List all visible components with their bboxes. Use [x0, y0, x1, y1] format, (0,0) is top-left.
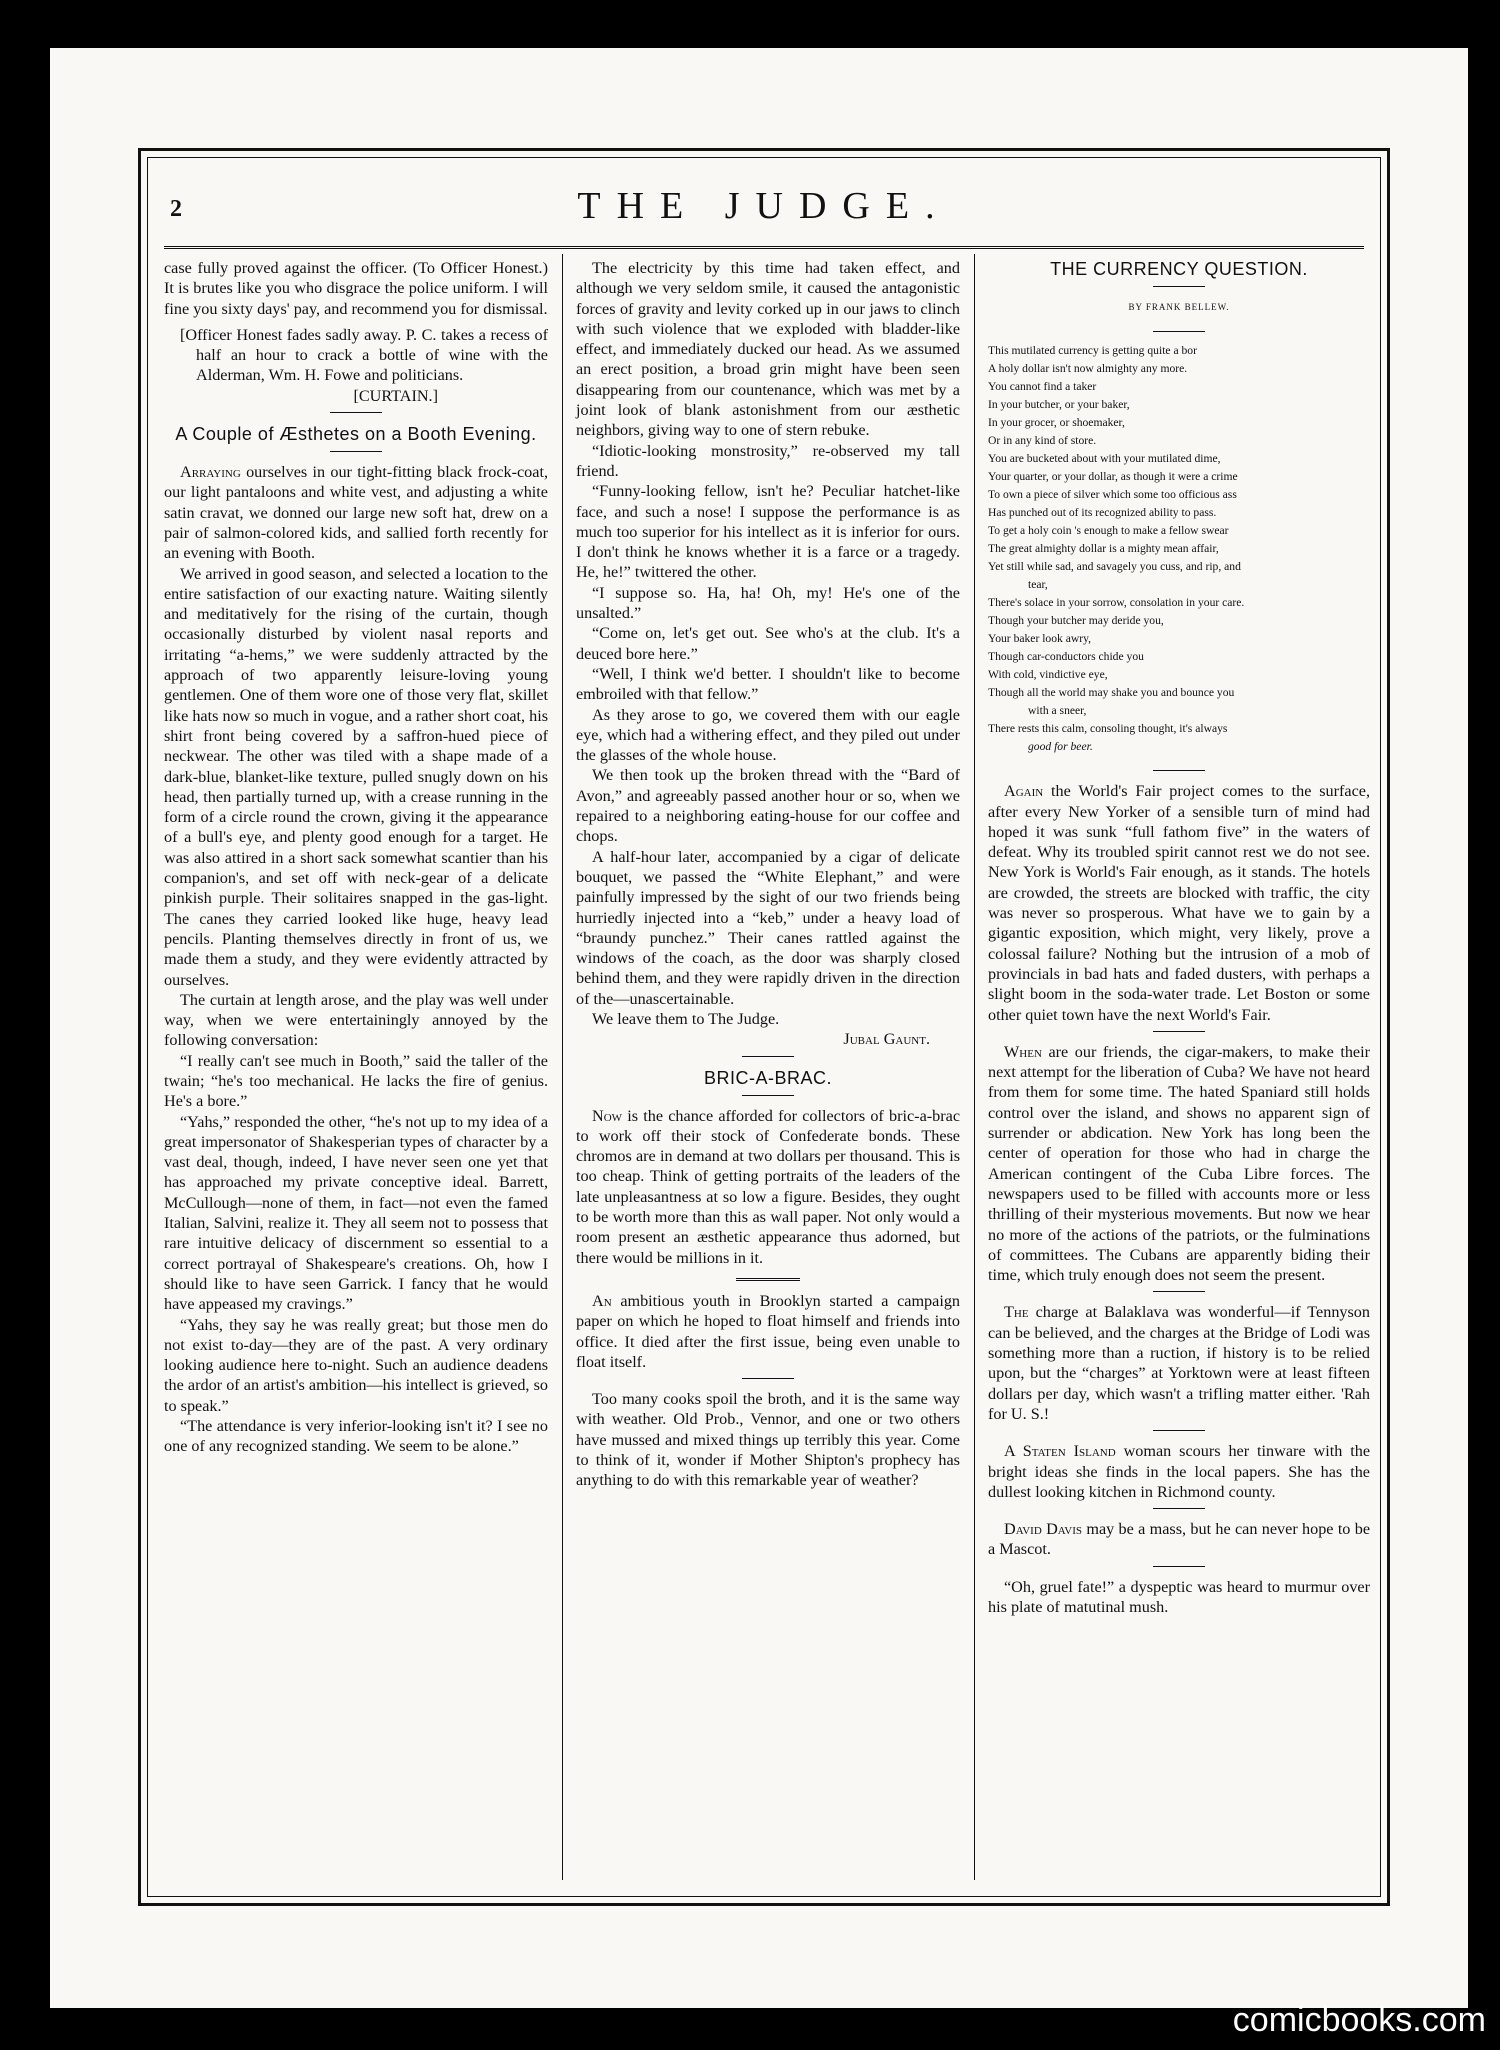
paragraph: We arrived in good season, and selected a location to the entire satisfaction of our exacting nature. Waiting silently and meditatively for the rising of the curtain, though occasionally disturbed by violent nasal reports and irritating “a-hems,” we were suddenly attracted by the approach of two apparently leisure-loving young gentlemen. One of them wore one of those very flat, skillet like hats now so much in vogue, and a rather short coat, his shirt front being covered by a saffron-hued piece of neckwear. The other was tiled with a shape made of a dark-blue, blanket-like texture, pulled snugly down on his head, then partially turned up, with a crease running in the form of a circle round the crown, giving it the appearance of a bull's eye, and plenty good enough for a target. He was also attired in a short sack somewhat scantier than his companion's, and set off with neck-gear of a delicate pinkish purple. Their solitaires snapped in the gas-light. The canes they carried looked like huge, heavy lead pencils. Planting themselves directly in front of us, we made them a study, and they were evidently attracted by ourselves. — [164, 564, 548, 989]
poem-line: The great almighty dollar is a mighty mean affair, — [988, 542, 1219, 556]
paragraph: case fully proved against the officer. (To Officer Honest.) It is brutes like you who disgrace the police uniform. I will fine you sixty days' pay, and recommend you for dismissal. — [164, 259, 548, 318]
poem — [988, 342, 1370, 756]
poem-line: In your grocer, or shoemaker, — [988, 416, 1125, 430]
paragraph: As they arose to go, we covered them with our eagle eye, which had a withering effect, and they piled out under the glasses of the whole house. — [576, 705, 960, 765]
title-rule — [1153, 286, 1205, 287]
poem-line: To get a holy coin 's enough to make a fellow swear — [988, 524, 1229, 538]
masthead: THE JUDGE. — [577, 185, 951, 227]
paragraph-text: charge at Balaklava was wonderful—if Tennyson can be believed, and the charges at the Bridge of Lodi was something more than a ruction, if history is to be relied upon, but the “charges” at Yorktown were at least fifteen dollars per day, which wasn't a trifling matter either. 'Rah for U. S.! — [988, 1303, 1370, 1423]
paragraph: “Well, I think we'd better. I shouldn't like to become embroiled with that fellow.” — [576, 664, 960, 704]
title-rule — [742, 1095, 794, 1096]
column-rule-2 — [974, 254, 975, 1880]
lead-word: A Staten Island — [1004, 1442, 1116, 1461]
poem-line: Or in any kind of store. — [988, 434, 1097, 448]
paragraph-text: may be a mass, but he can never hope to be a Mascot. — [988, 1520, 1371, 1559]
curtain-note: [CURTAIN.] — [353, 386, 438, 405]
divider-rule — [742, 1378, 794, 1379]
poem-line: Has punched out of its recognized ability to pass. — [988, 506, 1217, 520]
paragraph: “Yahs,” responded the other, “he's not up to my idea of a great impersonator of Shakesperian types of character by a vast deal, though, indeed, I have never seen one yet that has approached my private conceptive ideal. Barrett, McCullough—none of them, in fact—not even the famed Italian, Salvini, realize it. They all seem not to possess that rare intuitive delicacy of discernment so essential to a correct portrayal of Shakespeare's creations. Oh, how I should like to have seen Garrick. I fancy that he would have appeased my cravings.” — [164, 1112, 548, 1314]
paragraph-text: the World's Fair project comes to the surface, after every New Yorker of a sensible turn of mind had hoped it was sunk “full fathom five” in the waters of defeat. Why its troubled spirit cannot rest we do not see. New York is World's Fair enough, as it stands. The hotels are crowded, the streets are blocked with traffic, the city was never so prosperous. What have we to gain by a gigantic exposition, which might, very likely, prove a colossal failure? Nothing but the intrusion of a mob of provincials in bad hats and faded dusters, with perhaps a slight boom in the soda-water trade. Let Boston or some other quiet town have the next World's Fair. — [988, 782, 1371, 1024]
article-title: A Couple of Æsthetes on a Booth Evening. — [175, 424, 537, 445]
paragraph: We then took up the broken thread with the “Bard of Avon,” and agreeably passed another hour or so, when we repaired to a neighboring eating-house for our coffee and chops. — [576, 766, 960, 846]
paragraph: The curtain at length arose, and the play was well under way, when we were entertainingly annoyed by the following conversation: — [164, 990, 548, 1050]
poem-line: Your baker look awry, — [988, 632, 1092, 646]
paragraph: “Idiotic-looking monstrosity,” re-observed my tall friend. — [576, 441, 960, 480]
poem-line: Your quarter, or your dollar, as though it were a crime — [988, 470, 1238, 484]
paragraph: We leave them to The Judge. — [592, 1009, 780, 1028]
column-3 — [988, 258, 1370, 1617]
page-header — [164, 178, 1364, 234]
divider-rule — [330, 412, 382, 413]
header-rule — [164, 246, 1364, 249]
divider-rule — [742, 1056, 794, 1057]
lead-word: The — [1004, 1303, 1029, 1322]
divider-rule — [1153, 1566, 1205, 1567]
poem-line: There's solace in your sorrow, consolation in your care. — [988, 596, 1245, 610]
poem-line: In your butcher, or your baker, — [988, 398, 1130, 412]
watermark: comicbooks.com — [1232, 2001, 1486, 2039]
divider-rule — [1153, 1430, 1205, 1431]
poem-line: Yet still while sad, and savagely you cuss, and rip, and — [988, 560, 1241, 574]
paragraph-text: is the chance afforded for collectors of bric-a-brac to work off their stock of Confederate bonds. These chromos are in demand at two dollars per thousand. This is too cheap. Think of getting portraits of the leaders of the late unpleasantness at so low a figure. Besides, they ought to be worth more than this as wall paper. Not only would a room present an æsthetic appearance thus adorned, but there would be millions in it. — [576, 1106, 960, 1267]
paragraph: “Come on, let's get out. See who's at the club. It's a deuced bore here.” — [576, 624, 960, 663]
poem-title: THE CURRENCY QUESTION. — [1050, 259, 1308, 279]
lead-word: Arraying — [180, 463, 241, 482]
byline-rule — [1153, 331, 1205, 332]
section-title: BRIC-A-BRAC. — [703, 1067, 832, 1088]
paragraph: “Funny-looking fellow, isn't he? Peculiar hatchet-like face, and such a nose! I suppose the performance is as much too superior for his intellect as it is inferior for ours. I don't think he knows whether it is a farce or a tragedy. He, he!” twittered the other. — [576, 482, 960, 582]
lead-word: Now — [592, 1106, 623, 1125]
lead-word: Again — [1004, 782, 1044, 801]
poem-line: with a sneer, — [1028, 704, 1087, 718]
poem-line: Though your butcher may deride you, — [988, 614, 1164, 628]
paragraph: A half-hour later, accompanied by a cigar of delicate bouquet, we passed the “White Elephant,” and were painfully impressed by the sight of our two friends being hurriedly injected into a “keb,” under a heavy load of “braundy punchez.” Their canes rattled against the windows of the coach, as the door was sharply closed behind them, and they were rapidly driven in the direction of the—unascertainable. — [576, 847, 960, 1008]
title-rule — [330, 451, 382, 452]
divider-rule — [1153, 1508, 1205, 1509]
paragraph: The electricity by this time had taken effect, and although we very seldom smile, it caused the antagonistic forces of gravity and levity corked up in our jaws to clinch with such violence that we exploded with bladder-like effect, and immediately ducked our head. As we assumed an erect position, a broad grin might have been seen disappearing from our countenance, which was met by a joint look of blank astonishment from our æsthetic neighbors, giving way to one of stern rebuke. — [576, 259, 960, 440]
paragraph: “I suppose so. Ha, ha! Oh, my! He's one of the unsalted.” — [576, 583, 960, 623]
divider-rule — [1153, 770, 1205, 771]
poem-line: This mutilated currency is getting quite a bor — [988, 344, 1197, 358]
lead-word: When — [1004, 1042, 1042, 1061]
divider-rule — [1153, 1291, 1205, 1292]
divider-rule — [736, 1278, 800, 1281]
poem-line: Though all the world may shake you and bounce you — [988, 686, 1235, 700]
poem-line: With cold, vindictive eye, — [988, 668, 1108, 682]
paragraph: “Yahs, they say he was really great; but those men do not exist to-day—they are of the past. A very ordinary looking audience here to-night. Such an audience deadens the ardor of an artist's ambition—his intellect is grieved, so to speak.” — [164, 1315, 548, 1415]
paragraph-text: ourselves in our tight-fitting black frock-coat, our light pantaloons and white vest, and adjusting a white satin cravat, we donned our large new soft hat, drew on a pair of salmon-colored kids, and sallied forth recently for an evening with Booth. — [164, 463, 548, 563]
column-1 — [164, 258, 548, 1457]
column-2 — [576, 258, 960, 1491]
lead-word: David Davis — [1004, 1520, 1083, 1539]
paragraph-text: ambitious youth in Brooklyn started a campaign paper on which he hoped to float himself and friends into office. It died after the first issue, being even unable to float itself. — [576, 1291, 961, 1371]
stage-direction: [Officer Honest fades sadly away. P. C. takes a recess of half an hour to crack a bottle of wine with the Alderman, Wm. H. Fowe and politicians. — [180, 325, 548, 385]
paragraph: “I really can't see much in Booth,” said the taller of the twain; “he's too mechanical. He lacks the fire of genius. He's a bore.” — [164, 1051, 548, 1111]
poem-line: A holy dollar isn't now almighty any more. — [988, 362, 1188, 376]
frame-inner — [147, 157, 1381, 1897]
poem-line: You are bucketed about with your mutilated dime, — [988, 452, 1221, 466]
poem-line: There rests this calm, consoling thought, it's always — [988, 722, 1228, 736]
poem-line: tear, — [1028, 578, 1048, 592]
paragraph-text: woman scours her tinware with the bright ideas she finds in the local papers. She has the dullest looking kitchen in Richmond county. — [988, 1442, 1371, 1501]
column-rule-1 — [562, 254, 563, 1880]
poem-line: good for beer. — [1028, 740, 1093, 754]
byline: BY FRANK BELLEW. — [1128, 302, 1230, 312]
paragraph: “Oh, gruel fate!” a dyspeptic was heard to murmur over his plate of matutinal mush. — [988, 1577, 1370, 1616]
paragraph: Too many cooks spoil the broth, and it is the same way with weather. Old Prob., Vennor, and one or two others have mussed and mixed things up terribly this year. Come to think of it, wonder if Mother Shipton's prophecy has anything to do with this remarkable year of weather? — [576, 1390, 960, 1490]
lead-word: An — [592, 1291, 612, 1310]
poem-line: Though car-conductors chide you — [988, 650, 1144, 664]
poem-line: You cannot find a taker — [988, 380, 1097, 394]
page-frame — [138, 148, 1390, 1906]
paragraph-text: are our friends, the cigar-makers, to make their next attempt for the liberation of Cuba? We have not heard from them for some time. The hated Spaniard still holds control over the island, and shows no apparent sign of surrender or abdication. New York has long been the center of operation for those who had in charge the American contingent of the Cuba Libre forces. The newspapers used to be filled with accounts more or less thrilling of their mysterious movements. But now we hear no more of the actions of the patriots, or the fulminations of committees. The Cubans are apparently biding their time, which truly enough does not seem the present. — [988, 1042, 1370, 1285]
page-number: 2 — [170, 196, 182, 222]
poem-line: To own a piece of silver which some too officious ass — [988, 488, 1237, 502]
signature: Jubal Gaunt. — [843, 1030, 930, 1049]
divider-rule — [1153, 1031, 1205, 1032]
paragraph: “The attendance is very inferior-looking isn't it? I see no one of any recognized standing. We seem to be alone.” — [164, 1417, 548, 1456]
